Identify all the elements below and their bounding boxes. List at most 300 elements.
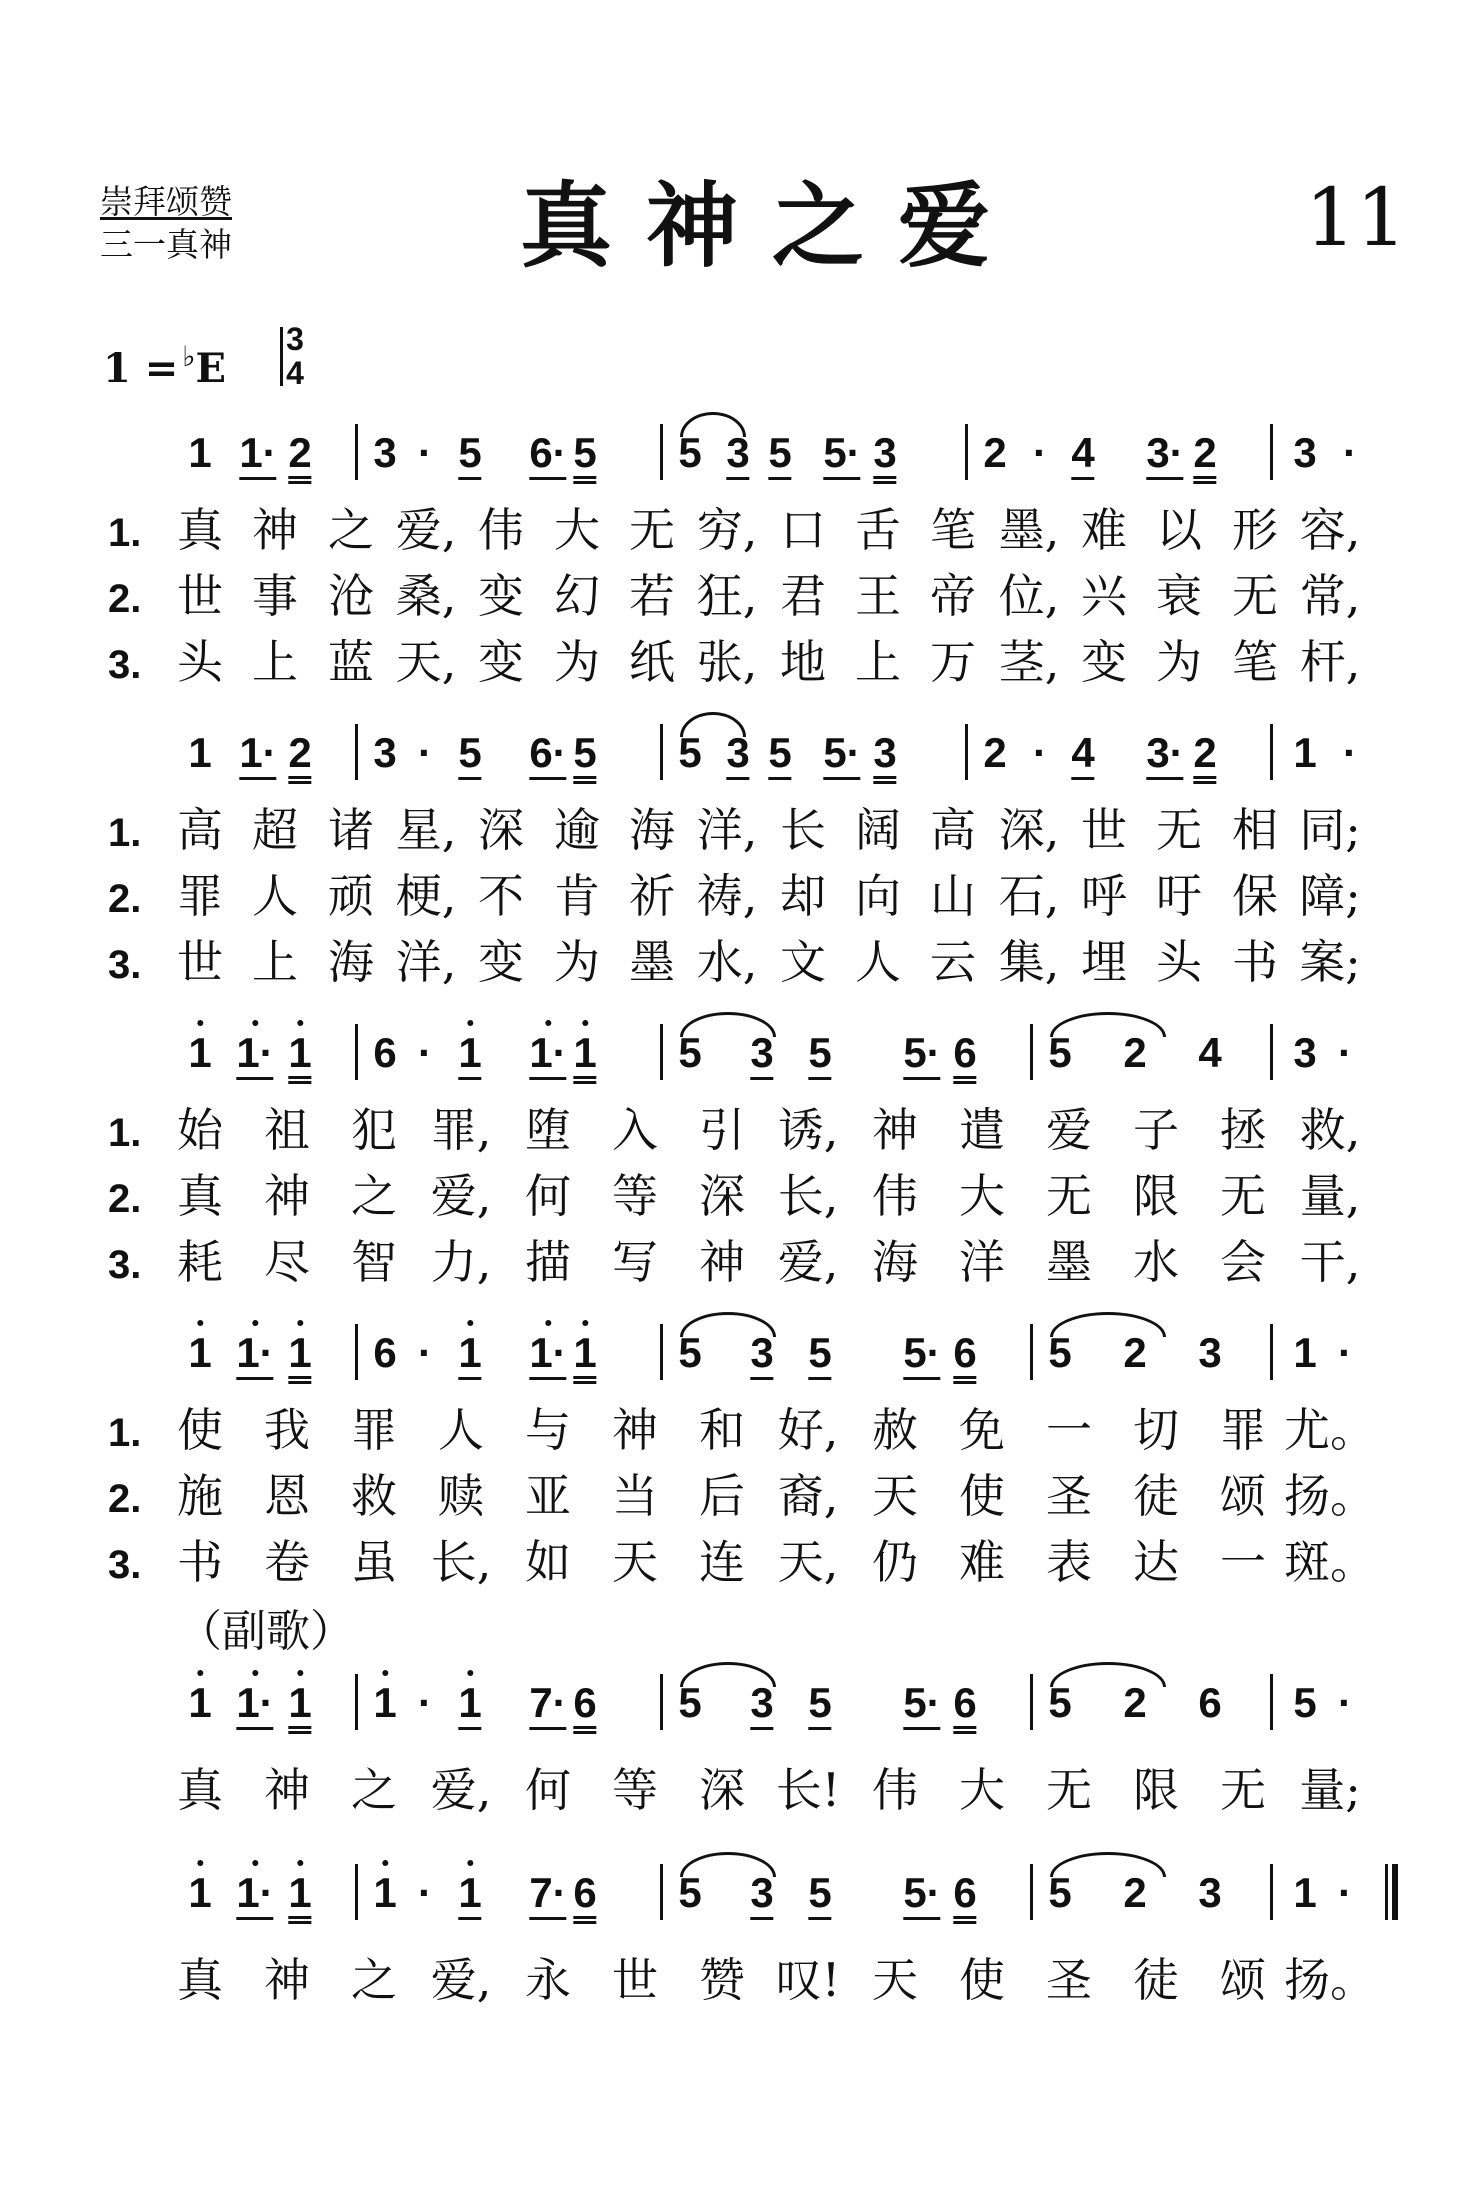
lyric-row (0, 505, 1476, 565)
note: 5 (1048, 1869, 1072, 1916)
note: 6 (953, 1682, 976, 1734)
lyric-syllable: 长, (777, 1169, 839, 1223)
lyric-row (0, 805, 1476, 865)
note: 5 (808, 1032, 831, 1080)
verse-number: 2. (108, 1477, 142, 1521)
lyric-syllable: 却 (780, 869, 826, 923)
lyric-syllable: 长, (430, 1535, 492, 1589)
high-octave-dot: 1 (458, 1869, 482, 1916)
lyric-syllable: 与 (525, 1403, 571, 1457)
lyric-syllable: 神 (699, 1235, 745, 1289)
barline (1030, 1674, 1033, 1730)
note: 5· (823, 432, 860, 480)
note: 3 (750, 1872, 773, 1920)
lyric-syllable: 头 (177, 635, 223, 689)
lyric-syllable: 遣 (959, 1103, 1005, 1157)
lyric-syllable: 神 (252, 503, 298, 557)
lyric-syllable: 等 (612, 1763, 658, 1817)
high-note (288, 1869, 312, 1924)
high-note (188, 1869, 212, 1916)
note: 3 (1198, 1869, 1222, 1916)
lyric-syllable: 祈 (629, 869, 675, 923)
lyric-syllable: 狂, (696, 569, 758, 623)
note: 1 (188, 429, 212, 476)
lyric-syllable: 量; (1299, 1763, 1361, 1817)
lyric-syllable: 智 (351, 1235, 397, 1289)
lyric-syllable: 头 (1156, 935, 1202, 989)
lyric-syllable: 天 (872, 1953, 918, 2007)
lyric-syllable: 犯 (351, 1103, 397, 1157)
lyric-syllable: 水, (696, 935, 758, 989)
lyric-syllable: 肯 (554, 869, 600, 923)
lyric-syllable: 无 (1156, 803, 1202, 857)
high-octave-dot: 1· (236, 1679, 274, 1726)
hymn-title: 真神之爱 (520, 172, 1025, 280)
note: 1 (1293, 729, 1317, 776)
note: 6 (1198, 1679, 1222, 1726)
lyric-syllable: 量, (1299, 1169, 1361, 1223)
lyric-syllable: 入 (612, 1103, 658, 1157)
note: · (418, 429, 432, 476)
verse-number: 1. (108, 1111, 142, 1155)
lyric-syllable: 爱, (430, 1953, 492, 2007)
high-note (529, 1029, 567, 1080)
high-note (373, 1679, 397, 1726)
lyric-syllable: 洋, (696, 803, 758, 857)
note: 4 (1071, 432, 1094, 480)
verse-number: 3. (108, 643, 142, 687)
lyric-syllable: 恩 (264, 1469, 310, 1523)
high-note (236, 1869, 274, 1920)
verse-number: 1. (108, 511, 142, 555)
flat-sign: ♭ (182, 340, 196, 373)
lyric-syllable: 高 (930, 803, 976, 857)
high-octave-dot: 1 (188, 1029, 212, 1076)
lyric-syllable: 力, (430, 1235, 492, 1289)
lyric-syllable: 之 (351, 1763, 397, 1817)
lyric-syllable: 切 (1133, 1403, 1179, 1457)
barline (660, 1324, 663, 1380)
note: 2 (983, 729, 1007, 776)
notation-row (0, 1320, 1476, 1390)
high-octave-dot: 1· (529, 1029, 567, 1076)
key-note: E (195, 345, 226, 392)
lyric-syllable: 水 (1133, 1235, 1179, 1289)
lyric-syllable: 限 (1133, 1763, 1179, 1817)
lyric-syllable: 文 (780, 935, 826, 989)
lyric-syllable: 无 (1220, 1169, 1266, 1223)
lyric-syllable: 罪 (177, 869, 223, 923)
lyric-row (0, 937, 1476, 997)
note: 5· (903, 1332, 940, 1380)
barline (1030, 1864, 1033, 1920)
lyric-syllable: 王 (855, 569, 901, 623)
lyric-syllable: 颂 (1220, 1953, 1266, 2007)
lyric-syllable: 限 (1133, 1169, 1179, 1223)
lyric-syllable: 使 (959, 1953, 1005, 2007)
lyric-syllable: 世 (612, 1953, 658, 2007)
lyric-row (0, 1955, 1476, 2015)
slur (1050, 1312, 1166, 1337)
note: 5 (678, 729, 702, 776)
lyric-syllable: 常, (1299, 569, 1361, 623)
lyric-syllable: 无 (629, 503, 675, 557)
lyric-syllable: 深 (699, 1763, 745, 1817)
lyric-syllable: 人 (438, 1403, 484, 1457)
lyric-syllable: 事 (252, 569, 298, 623)
lyric-syllable: 何 (525, 1169, 571, 1223)
lyric-syllable: 虽 (351, 1535, 397, 1589)
high-note (373, 1869, 397, 1916)
note: 2 (1123, 1329, 1147, 1376)
high-octave-dot: 1· (236, 1029, 274, 1076)
note: 4 (1198, 1029, 1222, 1076)
lyric-syllable: 为 (554, 635, 600, 689)
lyric-syllable: 真 (177, 1169, 223, 1223)
high-note (288, 1029, 312, 1084)
lyric-syllable: 人 (252, 869, 298, 923)
lyric-syllable: 一 (1046, 1403, 1092, 1457)
lyric-syllable: 穷, (696, 503, 758, 557)
note: 5 (1048, 1029, 1072, 1076)
note: 5· (903, 1682, 940, 1730)
high-octave-dot: 1 (188, 1869, 212, 1916)
high-octave-dot: 1 (288, 1329, 312, 1376)
verse-number: 3. (108, 943, 142, 987)
verse-number: 3. (108, 1243, 142, 1287)
note: 5 (678, 1329, 702, 1376)
lyric-syllable: 向 (855, 869, 901, 923)
note: 5· (903, 1032, 940, 1080)
lyric-syllable: 深 (478, 803, 524, 857)
barline (1270, 424, 1273, 480)
note: 3· (1146, 732, 1183, 780)
lyric-syllable: 茎, (998, 635, 1060, 689)
high-octave-dot: 1 (288, 1029, 312, 1076)
note: 3 (373, 429, 397, 476)
high-octave-dot: 1 (573, 1329, 597, 1376)
lyric-syllable: 如 (525, 1535, 571, 1589)
note: 3 (873, 432, 896, 484)
barline (660, 1674, 663, 1730)
barline (1270, 1024, 1273, 1080)
slur (1050, 1662, 1166, 1687)
verse-number: 2. (108, 877, 142, 921)
note: 5 (573, 432, 596, 484)
note: 6 (573, 1682, 596, 1734)
lyric-syllable: 天, (395, 635, 457, 689)
high-note (188, 1329, 212, 1376)
lyric-syllable: 高 (177, 803, 223, 857)
note: 5 (808, 1872, 831, 1920)
lyric-syllable: 蓝 (328, 635, 374, 689)
note: 5 (1048, 1329, 1072, 1376)
note: 1 (188, 729, 212, 776)
category-label: 崇拜颂赞 (100, 182, 232, 221)
lyric-syllable: 神 (872, 1103, 918, 1157)
lyric-syllable: 墨, (998, 503, 1060, 557)
lyric-syllable: 叹! (775, 1953, 841, 2007)
lyric-syllable: 真 (177, 503, 223, 557)
lyric-syllable: 石, (998, 869, 1060, 923)
note: 7· (529, 1872, 566, 1920)
slur (680, 1312, 776, 1337)
high-note (236, 1029, 274, 1080)
lyric-syllable: 伟 (872, 1763, 918, 1817)
verse-number: 1. (108, 811, 142, 855)
note: · (418, 1329, 432, 1376)
lyric-syllable: 免 (959, 1403, 1005, 1457)
note: · (418, 1869, 432, 1916)
lyric-syllable: 张, (696, 635, 758, 689)
lyric-syllable: 墨 (629, 935, 675, 989)
lyric-syllable: 表 (1046, 1535, 1092, 1589)
barline (660, 424, 663, 480)
lyric-syllable: 集, (998, 935, 1060, 989)
lyric-syllable: 杆, (1299, 635, 1361, 689)
note: 3 (373, 729, 397, 776)
notation-row (0, 420, 1476, 490)
lyric-syllable: 山 (930, 869, 976, 923)
lyric-syllable: 斑。 (1284, 1535, 1376, 1589)
high-note (458, 1869, 482, 1920)
barline (1030, 1324, 1033, 1380)
notation-row (0, 1020, 1476, 1090)
high-note (529, 1329, 567, 1380)
high-note (288, 1679, 312, 1734)
lyric-syllable: 神 (264, 1169, 310, 1223)
note: 5 (573, 732, 596, 784)
note: 2 (983, 429, 1007, 476)
lyric-row (0, 1405, 1476, 1465)
lyric-syllable: 救, (1299, 1103, 1361, 1157)
lyric-syllable: 无 (1046, 1763, 1092, 1817)
barline (355, 424, 358, 480)
note: 6 (573, 1872, 596, 1924)
lyric-syllable: 万 (930, 635, 976, 689)
note: 5 (458, 732, 481, 780)
lyric-syllable: 之 (351, 1169, 397, 1223)
lyric-syllable: 大 (554, 503, 600, 557)
lyric-row (0, 1171, 1476, 1231)
barline (355, 1024, 358, 1080)
note: 5 (678, 1029, 702, 1076)
lyric-syllable: 祷, (696, 869, 758, 923)
lyric-syllable: 堕 (525, 1103, 571, 1157)
lyric-syllable: 口 (780, 503, 826, 557)
barline (660, 1864, 663, 1920)
lyric-syllable: 阔 (855, 803, 901, 857)
subcategory-label: 三一真神 (100, 225, 232, 264)
lyric-syllable: 兴 (1081, 569, 1127, 623)
note: 3 (750, 1332, 773, 1380)
lyric-syllable: 容, (1299, 503, 1361, 557)
note: 5 (808, 1682, 831, 1730)
note: · (1343, 429, 1357, 476)
lyric-syllable: 幻 (554, 569, 600, 623)
lyric-syllable: 我 (264, 1403, 310, 1457)
note: · (1338, 1869, 1352, 1916)
verse-number: 3. (108, 1543, 142, 1587)
note: 3 (1293, 429, 1317, 476)
lyric-syllable: 保 (1232, 869, 1278, 923)
lyric-syllable: 亚 (525, 1469, 571, 1523)
lyric-syllable: 吁 (1156, 869, 1202, 923)
high-octave-dot: 1 (373, 1869, 397, 1916)
note: 2 (1193, 732, 1216, 784)
note: 5 (768, 732, 791, 780)
verse-number: 2. (108, 577, 142, 621)
lyric-syllable: 障; (1299, 869, 1361, 923)
slur (680, 1012, 776, 1037)
lyric-syllable: 天, (777, 1535, 839, 1589)
lyric-row (0, 571, 1476, 631)
lyric-syllable: 云 (930, 935, 976, 989)
note: 2 (1123, 1679, 1147, 1726)
lyric-syllable: 洋 (959, 1235, 1005, 1289)
lyric-syllable: 干, (1299, 1235, 1361, 1289)
lyric-syllable: 罪, (430, 1103, 492, 1157)
note: 3 (726, 432, 749, 480)
key-prefix: 1 = (103, 345, 179, 392)
lyric-syllable: 卷 (264, 1535, 310, 1589)
notation-row (0, 1860, 1476, 1930)
note: 3 (726, 732, 749, 780)
lyric-syllable: 之 (351, 1953, 397, 2007)
lyric-syllable: 引 (699, 1103, 745, 1157)
lyric-syllable: 扬。 (1284, 1469, 1376, 1523)
lyric-syllable: 施 (177, 1469, 223, 1523)
lyric-syllable: 变 (1081, 635, 1127, 689)
note: 3· (1146, 432, 1183, 480)
lyric-row (0, 1471, 1476, 1531)
slur (680, 412, 746, 437)
lyric-syllable: 子 (1133, 1103, 1179, 1157)
note: · (1338, 1329, 1352, 1376)
lyric-syllable: 和 (699, 1403, 745, 1457)
barline (355, 724, 358, 780)
lyric-syllable: 帝 (930, 569, 976, 623)
note: · (1033, 429, 1047, 476)
slur (680, 712, 746, 737)
high-octave-dot: 1 (188, 1329, 212, 1376)
lyric-row (0, 1237, 1476, 1297)
note: 3 (1198, 1329, 1222, 1376)
lyric-syllable: 同; (1299, 803, 1361, 857)
lyric-syllable: 大 (959, 1763, 1005, 1817)
note: 5· (823, 732, 860, 780)
barline (1270, 1864, 1273, 1920)
barline (660, 1024, 663, 1080)
note: 1 (1293, 1869, 1317, 1916)
note: 1· (239, 732, 276, 780)
lyric-syllable: 爱, (395, 503, 457, 557)
hymn-number: 11 (1305, 171, 1407, 264)
note: 5 (768, 432, 791, 480)
lyric-syllable: 变 (478, 569, 524, 623)
lyric-syllable: 沧 (328, 569, 374, 623)
lyric-syllable: 顽 (328, 869, 374, 923)
time-top: 3 (286, 321, 304, 357)
note: 6 (953, 1332, 976, 1384)
lyric-syllable: 天 (612, 1535, 658, 1589)
high-octave-dot: 1· (236, 1329, 274, 1376)
note: 2 (288, 432, 311, 484)
lyric-syllable: 无 (1046, 1169, 1092, 1223)
lyric-syllable: 诸 (328, 803, 374, 857)
barline (1270, 724, 1273, 780)
verse-number: 1. (108, 1411, 142, 1455)
lyric-syllable: 使 (177, 1403, 223, 1457)
chorus-label: （副歌） (178, 1606, 354, 1657)
note: 5 (1293, 1679, 1317, 1726)
barline (660, 724, 663, 780)
slur (680, 1662, 776, 1687)
lyric-syllable: 爱 (1046, 1103, 1092, 1157)
lyric-syllable: 人 (855, 935, 901, 989)
lyric-syllable: 永 (525, 1953, 571, 2007)
high-octave-dot: 1 (288, 1869, 312, 1916)
lyric-syllable: 以 (1156, 503, 1202, 557)
note: 3 (873, 732, 896, 784)
note: 6· (529, 432, 566, 480)
lyric-syllable: 伟 (872, 1169, 918, 1223)
barline (965, 424, 968, 480)
lyric-syllable: 海 (872, 1235, 918, 1289)
lyric-syllable: 书 (1232, 935, 1278, 989)
lyric-syllable: 使 (959, 1469, 1005, 1523)
lyric-syllable: 世 (177, 935, 223, 989)
lyric-syllable: 连 (699, 1535, 745, 1589)
lyric-syllable: 形 (1232, 503, 1278, 557)
lyric-syllable: 地 (780, 635, 826, 689)
lyric-syllable: 会 (1220, 1235, 1266, 1289)
lyric-syllable: 为 (554, 935, 600, 989)
lyric-syllable: 书 (177, 1535, 223, 1589)
lyric-row (0, 637, 1476, 697)
lyric-syllable: 逾 (554, 803, 600, 857)
lyric-syllable: 描 (525, 1235, 571, 1289)
high-octave-dot: 1 (573, 1029, 597, 1076)
barline (355, 1324, 358, 1380)
lyric-syllable: 当 (612, 1469, 658, 1523)
lyric-syllable: 不 (478, 869, 524, 923)
lyric-syllable: 变 (478, 635, 524, 689)
note: 2 (288, 732, 311, 784)
lyric-syllable: 何 (525, 1763, 571, 1817)
lyric-syllable: 呼 (1081, 869, 1127, 923)
lyric-syllable: 若 (629, 569, 675, 623)
high-octave-dot: 1 (458, 1679, 482, 1726)
high-octave-dot: 1 (458, 1029, 482, 1076)
lyric-syllable: 舌 (855, 503, 901, 557)
high-octave-dot: 1 (458, 1329, 482, 1376)
lyric-syllable: 世 (1081, 803, 1127, 857)
lyric-syllable: 后 (699, 1469, 745, 1523)
slur (1050, 1852, 1166, 1877)
lyric-syllable: 徒 (1133, 1953, 1179, 2007)
lyric-syllable: 天 (872, 1469, 918, 1523)
lyric-syllable: 君 (780, 569, 826, 623)
note: 2 (1193, 432, 1216, 484)
lyric-row (0, 1105, 1476, 1165)
note: 7· (529, 1682, 566, 1730)
lyric-syllable: 相 (1232, 803, 1278, 857)
lyric-syllable: 海 (629, 803, 675, 857)
barline (355, 1864, 358, 1920)
lyric-syllable: 为 (1156, 635, 1202, 689)
lyric-syllable: 上 (252, 635, 298, 689)
